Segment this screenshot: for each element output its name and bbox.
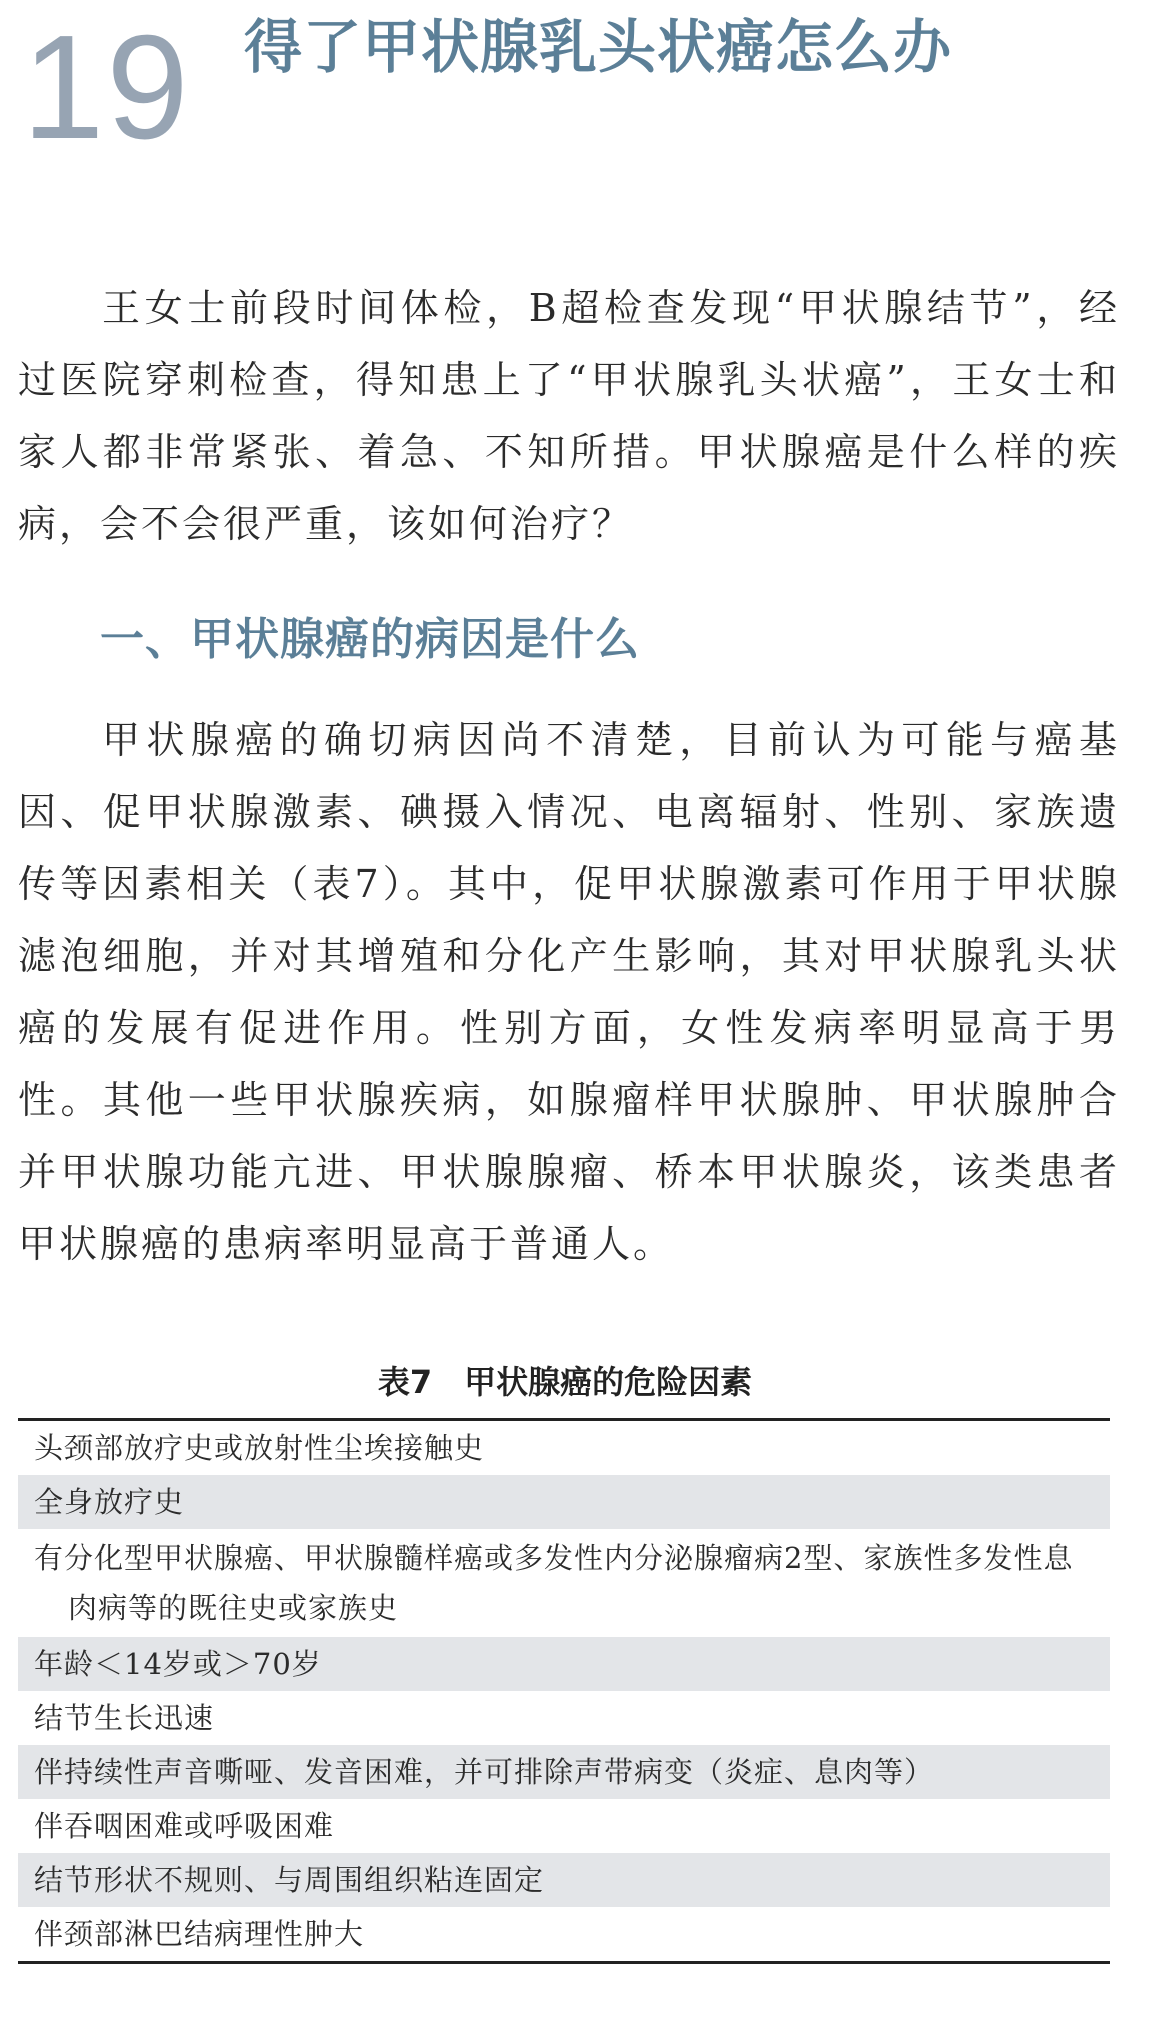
section-heading: 一、甲状腺癌的病因是什么 [100,614,640,665]
risk-factor-table [18,1418,1110,1964]
section-paragraph: 甲状腺癌的确切病因尚不清楚，目前认为可能与癌基因、促甲状腺激素、碘摄入情况、电离辐射、性别、家族遗传等因素相关（表7）。其中，促甲状腺激素可作用于甲状腺滤泡细胞，并对其增殖和分化产生影响，其对甲状腺乳头状癌的发展有促进作用。性别方面，女性发病率明显高于男性。其他一些甲状腺疾病，如腺瘤样甲状腺肿、甲状腺肿合并甲状腺功能亢进、甲状腺腺瘤、桥本甲状腺炎，该类患者甲状腺癌的患病率明显高于普通人。 [18,718,1120,1266]
table-row: 全身放疗史 [18,1475,1110,1529]
table-row: 结节形状不规则、与周围组织粘连固定 [18,1853,1110,1907]
table-caption: 表7 甲状腺癌的危险因素 [377,1363,753,1401]
intro-paragraph: 王女士前段时间体检，B超检查发现“甲状腺结节”，经过医院穿刺检查，得知患上了“甲状腺乳头状癌”，王女士和家人都非常紧张、着急、不知所措。甲状腺癌是什么样的疾病，会不会很严重，该如何治疗？ [18,286,1120,546]
table-row: 有分化型甲状腺癌、甲状腺髓样癌或多发性内分泌腺瘤病2型、家族性多发性息肉病等的既往史或家族史 [34,1541,1074,1625]
table-row: 伴吞咽困难或呼吸困难 [34,1809,335,1843]
chapter-title: 得了甲状腺乳头状癌怎么办 [244,13,953,81]
table-row: 伴持续性声音嘶哑、发音困难，并可排除声带病变（炎症、息肉等） [18,1745,1110,1799]
table-row: 伴颈部淋巴结病理性肿大 [34,1917,365,1951]
table-row: 结节生长迅速 [34,1701,215,1735]
table-row: 头颈部放疗史或放射性尘埃接触史 [34,1431,485,1465]
table-row: 年龄＜14岁或＞70岁 [18,1637,1110,1691]
chapter-number: 19 [22,5,191,170]
